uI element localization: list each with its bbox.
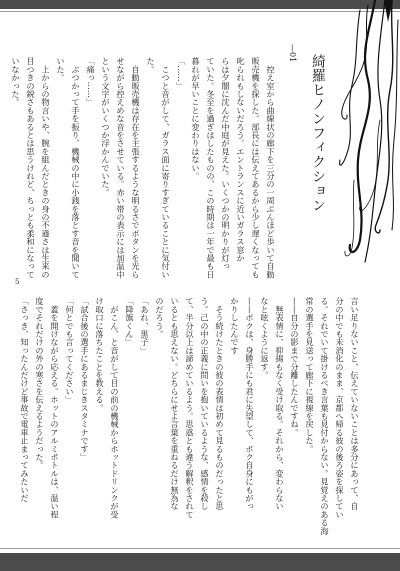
text-column: いた。 [56, 57, 66, 82]
text-column: 「……」 [176, 57, 186, 90]
bottom-rule [0, 548, 400, 549]
text-column: 「試合後の選手にあるまじきスタミナです」 [80, 297, 90, 461]
upper-text-block [8, 57, 278, 293]
text-column: ——ボクは、身勝手にも君に失望して、ボク自身にもがっ [245, 297, 255, 511]
text-column: という文字がいくつか浮かんでいた。 [101, 57, 111, 197]
text-column: た。 [146, 57, 156, 74]
text-column: 「さっき、知ったんだけど事故で電車止まってみたいだ [20, 297, 30, 502]
text-column: がこん、と音がして目の前の機械からホットドリンクが受 [110, 297, 120, 519]
page-number: 5 [15, 278, 20, 286]
text-column: のだろう。 [155, 297, 165, 338]
text-column: せながら控えめな音をさせている。赤い帯の表示には加温中 [116, 57, 126, 279]
text-column: 控え室から曲線状の廊下を三分の一周ぶんほど歩いて自動 [266, 57, 276, 279]
text-column: 分の中でも未消化のまま、京都へ帰る彼の後ろ姿を探してい [335, 297, 345, 519]
text-column: 無表情に、抑揚もなく受け取る。それから、変わらない [275, 297, 285, 511]
text-column: いるとも思えない。どちらにせよ言葉を重ねるだけ無為な [170, 297, 180, 511]
text-column: 上からの物言いや、腕を組んだときの身の不遜さは生来の [41, 57, 51, 279]
chapter-number: —01 [288, 44, 297, 63]
text-column: 自動販売機は存在を主張するような明るさでボタンを光ら [131, 57, 141, 279]
text-column: ぶつかって手を振り、機械の中に小銭を落とす音を聞いて [71, 57, 81, 279]
text-column: 叱られもしないだろう。エントランスに近いガラス窓か [236, 57, 246, 262]
text-column: る。それでいて掛けるべき言葉も見付からない。見覚えのある海 [320, 297, 330, 535]
text-column: て、半分以上は諦めているよう。思惑とも違う解釈をされて [185, 297, 195, 519]
text-column: 常の選手を見送って廊下に視線を戻した。 [305, 297, 315, 453]
text-column: らは夕闇に沈んだ中庭が見えた。いくつかの明かりが灯っ [221, 57, 231, 271]
text-column: 販売機を探した。部長には伝えてあるから少し遅くなっても [251, 57, 261, 279]
text-column: 「痛っ……」 [86, 57, 96, 107]
text-column: 「何とでも言ってください」 [65, 297, 75, 404]
text-column: 蓋を開けながら応える。ホットのアルミボトルは、温い程 [50, 297, 60, 519]
text-column: かりしたんです [230, 297, 240, 355]
text-column: ていた。冬至を過ぎはしたものの、この時期は一年で最も日 [206, 57, 216, 279]
chapter-title: 綺羅ヒノンフィクション [310, 54, 326, 213]
vine-ornament-icon [330, 0, 400, 268]
text-column: 「あれ、黒子」 [140, 297, 150, 355]
text-column: け取口に落ちたことを教える。 [95, 297, 105, 412]
text-column: 「降旗くん」 [125, 297, 135, 347]
bottom-frame-band [0, 553, 400, 571]
text-column: ——自分の影まで分離したんですね。 [290, 297, 300, 437]
text-column: そう続けたときの彼の表情は初めて見るものだったと思 [215, 297, 225, 511]
lower-text-block [17, 297, 362, 542]
text-column: いなかった。 [11, 57, 21, 107]
text-column: なと呟くように返す。 [260, 297, 270, 379]
text-column: こつと音がして、ガラス面に寄りすぎていることに気付い [161, 57, 171, 279]
text-column: 暮れが早いことに変わりはない。 [191, 57, 201, 180]
text-column: う。己の中の正義に問いを抱いているような、感情を殺し [200, 297, 210, 511]
text-column: 度でそれだけの外の寒さを伝えるようだった。 [35, 297, 45, 470]
text-column: 目つきの鋭さもあるとは思うけれど、ちっとも柔和になって [26, 57, 36, 279]
text-column: 言い足りないこと、伝えていないことは多分にあって、自 [350, 297, 360, 511]
